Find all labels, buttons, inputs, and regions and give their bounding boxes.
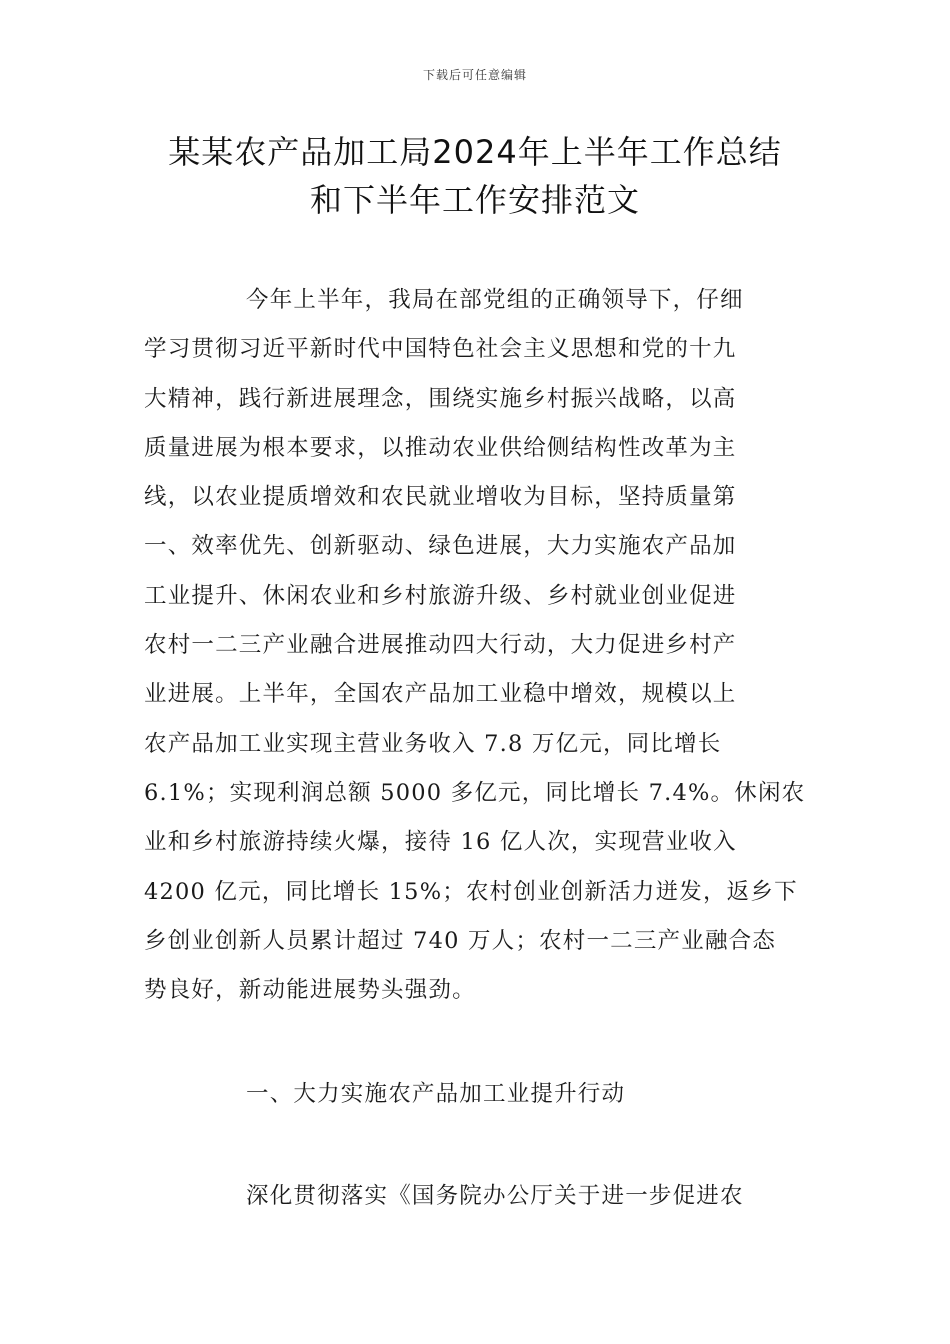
paragraph-line: 农村一二三产业融合进展推动四大行动，大力促进乡村产 xyxy=(144,632,737,659)
paragraph-line: 线，以农业提质增效和农民就业增收为目标，坚持质量第 xyxy=(144,484,737,511)
section-heading: 一、大力实施农产品加工业提升行动 xyxy=(246,1081,626,1107)
paragraph-line: 4200 亿元，同比增长 15%；农村创业创新活力迸发，返乡下 xyxy=(144,878,798,905)
paragraph-line: 业进展。上半年，全国农产品加工业稳中增效，规模以上 xyxy=(144,681,737,708)
document-title xyxy=(100,128,850,224)
title-line-2: 和下半年工作安排范文 xyxy=(309,181,640,219)
intro-paragraph xyxy=(144,276,808,1015)
section-paragraph-start: 深化贯彻落实《国务院办公厅关于进一步促进农 xyxy=(246,1183,744,1209)
paragraph-line: 质量进展为根本要求，以推动农业供给侧结构性改革为主 xyxy=(144,434,737,461)
paragraph-line: 农产品加工业实现主营业务收入 7.8 万亿元，同比增长 xyxy=(144,730,722,757)
paragraph-line: 势良好，新动能进展势头强劲。 xyxy=(144,977,476,1004)
title-line-1: 某某农产品加工局2024年上半年工作总结 xyxy=(168,133,782,171)
paragraph-line: 业和乡村旅游持续火爆，接待 16 亿人次，实现营业收入 xyxy=(144,829,737,856)
paragraph-line: 工业提升、休闲农业和乡村旅游升级、乡村就业创业促进 xyxy=(144,582,737,609)
paragraph-line: 今年上半年，我局在部党组的正确领导下，仔细 xyxy=(246,287,744,313)
paragraph-line: 一、效率优先、创新驱动、绿色进展，大力实施农产品加 xyxy=(144,533,737,560)
page-header-note: 下载后可任意编辑 xyxy=(422,68,527,82)
paragraph-line: 大精神，践行新进展理念，围绕实施乡村振兴战略，以高 xyxy=(144,385,737,412)
paragraph-line: 6.1%；实现利润总额 5000 多亿元，同比增长 7.4%。休闲农 xyxy=(144,779,806,806)
paragraph-line: 乡创业创新人员累计超过 740 万人；农村一二三产业融合态 xyxy=(144,927,777,954)
paragraph-line: 学习贯彻习近平新时代中国特色社会主义思想和党的十九 xyxy=(144,336,737,363)
